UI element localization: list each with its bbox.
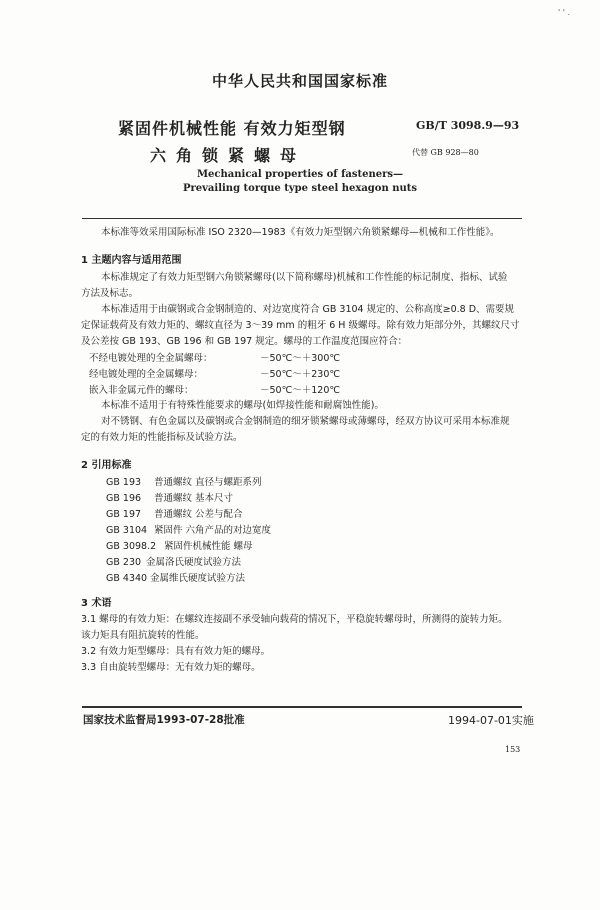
corner-mark: ' ' . <box>558 8 571 17</box>
reference-item <box>106 522 271 536</box>
temp-label: 不经电镀处理的全金属螺母： <box>89 353 213 364</box>
section1-p2-line3: 及公差按 GB 193、GB 196 和 GB 197 规定。螺母的工作温度范围应符合： <box>81 336 408 347</box>
temp-range: －50℃～＋230℃ <box>260 369 341 380</box>
section3-heading: 3 术语 <box>81 598 112 609</box>
intro-paragraph: 本标准等效采用国际标准 ISO 2320—1983《有效力矩型钢六角锁紧螺母—机械和工作性能》。 <box>101 227 500 238</box>
term-3-3: 3.3 自由旋转型螺母：无有效力矩的螺母。 <box>81 662 261 673</box>
reference-code: GB 193 <box>106 477 142 488</box>
section1-p1-line2: 方法及标志。 <box>81 288 139 299</box>
reference-title: 紧固件机械性能 螺母 <box>164 541 253 552</box>
section1-p3: 本标准不适用于有特殊性能要求的螺母(如焊接性能和耐腐蚀性能)。 <box>101 400 384 411</box>
reference-code: GB 196 <box>106 493 142 504</box>
reference-code: GB 197 <box>106 509 142 520</box>
term-3-2: 3.2 有效力矩型螺母：具有有效力矩的螺母。 <box>81 646 271 657</box>
implementation-date: 1994-07-01实施 <box>448 714 534 727</box>
reference-item <box>106 474 262 488</box>
section1-p4-line1: 对不锈钢、有色金属以及碳钢或合金钢制造的细牙锁紧螺母或薄螺母，经双方协议可采用本标准规 <box>101 416 510 427</box>
temp-label: 经电镀处理的全金属螺母： <box>89 369 204 380</box>
term-3-1-line1: 3.1 螺母的有效力矩：在螺纹连接副不承受轴向载荷的情况下，平稳旋转螺母时，所测得的旋转力矩。 <box>81 614 508 625</box>
reference-title: 金属维氏硬度试验方法 <box>150 573 246 584</box>
reference-item <box>106 490 233 504</box>
term-3-1-line2: 该力矩具有阻抗旋转的性能。 <box>81 630 205 641</box>
reference-code: GB 4340 <box>106 573 148 584</box>
reference-code: GB 230 <box>106 557 142 568</box>
title-cn-line2: 六角锁紧螺母 <box>150 146 307 165</box>
reference-title: 普通螺纹 基本尺寸 <box>154 493 234 504</box>
approval-date: 国家技术监督局1993-07-28批准 <box>83 714 245 726</box>
reference-title: 普通螺纹 直径与螺距系列 <box>154 477 262 488</box>
national-standard-heading: 中华人民共和国国家标准 <box>211 72 388 90</box>
page-number: 153 <box>505 745 521 754</box>
temp-range: －50℃～＋120℃ <box>260 385 341 396</box>
reference-title: 紧固件 六角产品的对边宽度 <box>154 525 272 536</box>
temp-label: 嵌入非金属元件的螺母： <box>89 385 194 396</box>
section1-p2-line1: 本标准适用于由碳钢或合金钢制造的、对边宽度符合 GB 3104 规定的、公称高度≥0.8 D、需要规 <box>101 304 515 315</box>
title-en-line1: Mechanical properties of fasteners— <box>196 169 403 180</box>
section1-p1-line1: 本标准规定了有效力矩型钢六角锁紧螺母(以下简称螺母)机械和工作性能的标记制度、指标、试验 <box>101 272 508 283</box>
section1-p2-line2: 定保证载荷及有效力矩的、螺纹直径为 3～39 mm 的粗牙 6 H 级螺母。除有效力矩部分外，其螺纹尺寸 <box>81 320 520 331</box>
title-en-line2: Prevailing torque type steel hexagon nuts <box>182 183 418 194</box>
reference-item <box>106 538 253 552</box>
reference-code: GB 3098.2 <box>106 541 157 552</box>
reference-item <box>106 506 243 520</box>
temp-range: －50℃～＋300℃ <box>260 353 341 364</box>
footer-divider <box>82 706 522 708</box>
reference-item <box>106 554 241 568</box>
header-divider <box>82 218 522 219</box>
standard-number: GB/T 3098.9—93 <box>416 119 520 132</box>
section1-heading: 1 主题内容与适用范围 <box>81 255 182 266</box>
section2-heading: 2 引用标准 <box>81 460 132 471</box>
section1-p4-line2: 定的有效力矩的性能指标及试验方法。 <box>81 432 243 443</box>
replaces-note: 代替 GB 928—80 <box>412 148 479 157</box>
reference-item <box>106 570 245 584</box>
reference-title: 金属洛氏硬度试验方法 <box>146 557 242 568</box>
reference-title: 普通螺纹 公差与配合 <box>154 509 243 520</box>
reference-code: GB 3104 <box>106 525 148 536</box>
title-cn-line1: 紧固件机械性能 有效力矩型钢 <box>118 119 346 138</box>
